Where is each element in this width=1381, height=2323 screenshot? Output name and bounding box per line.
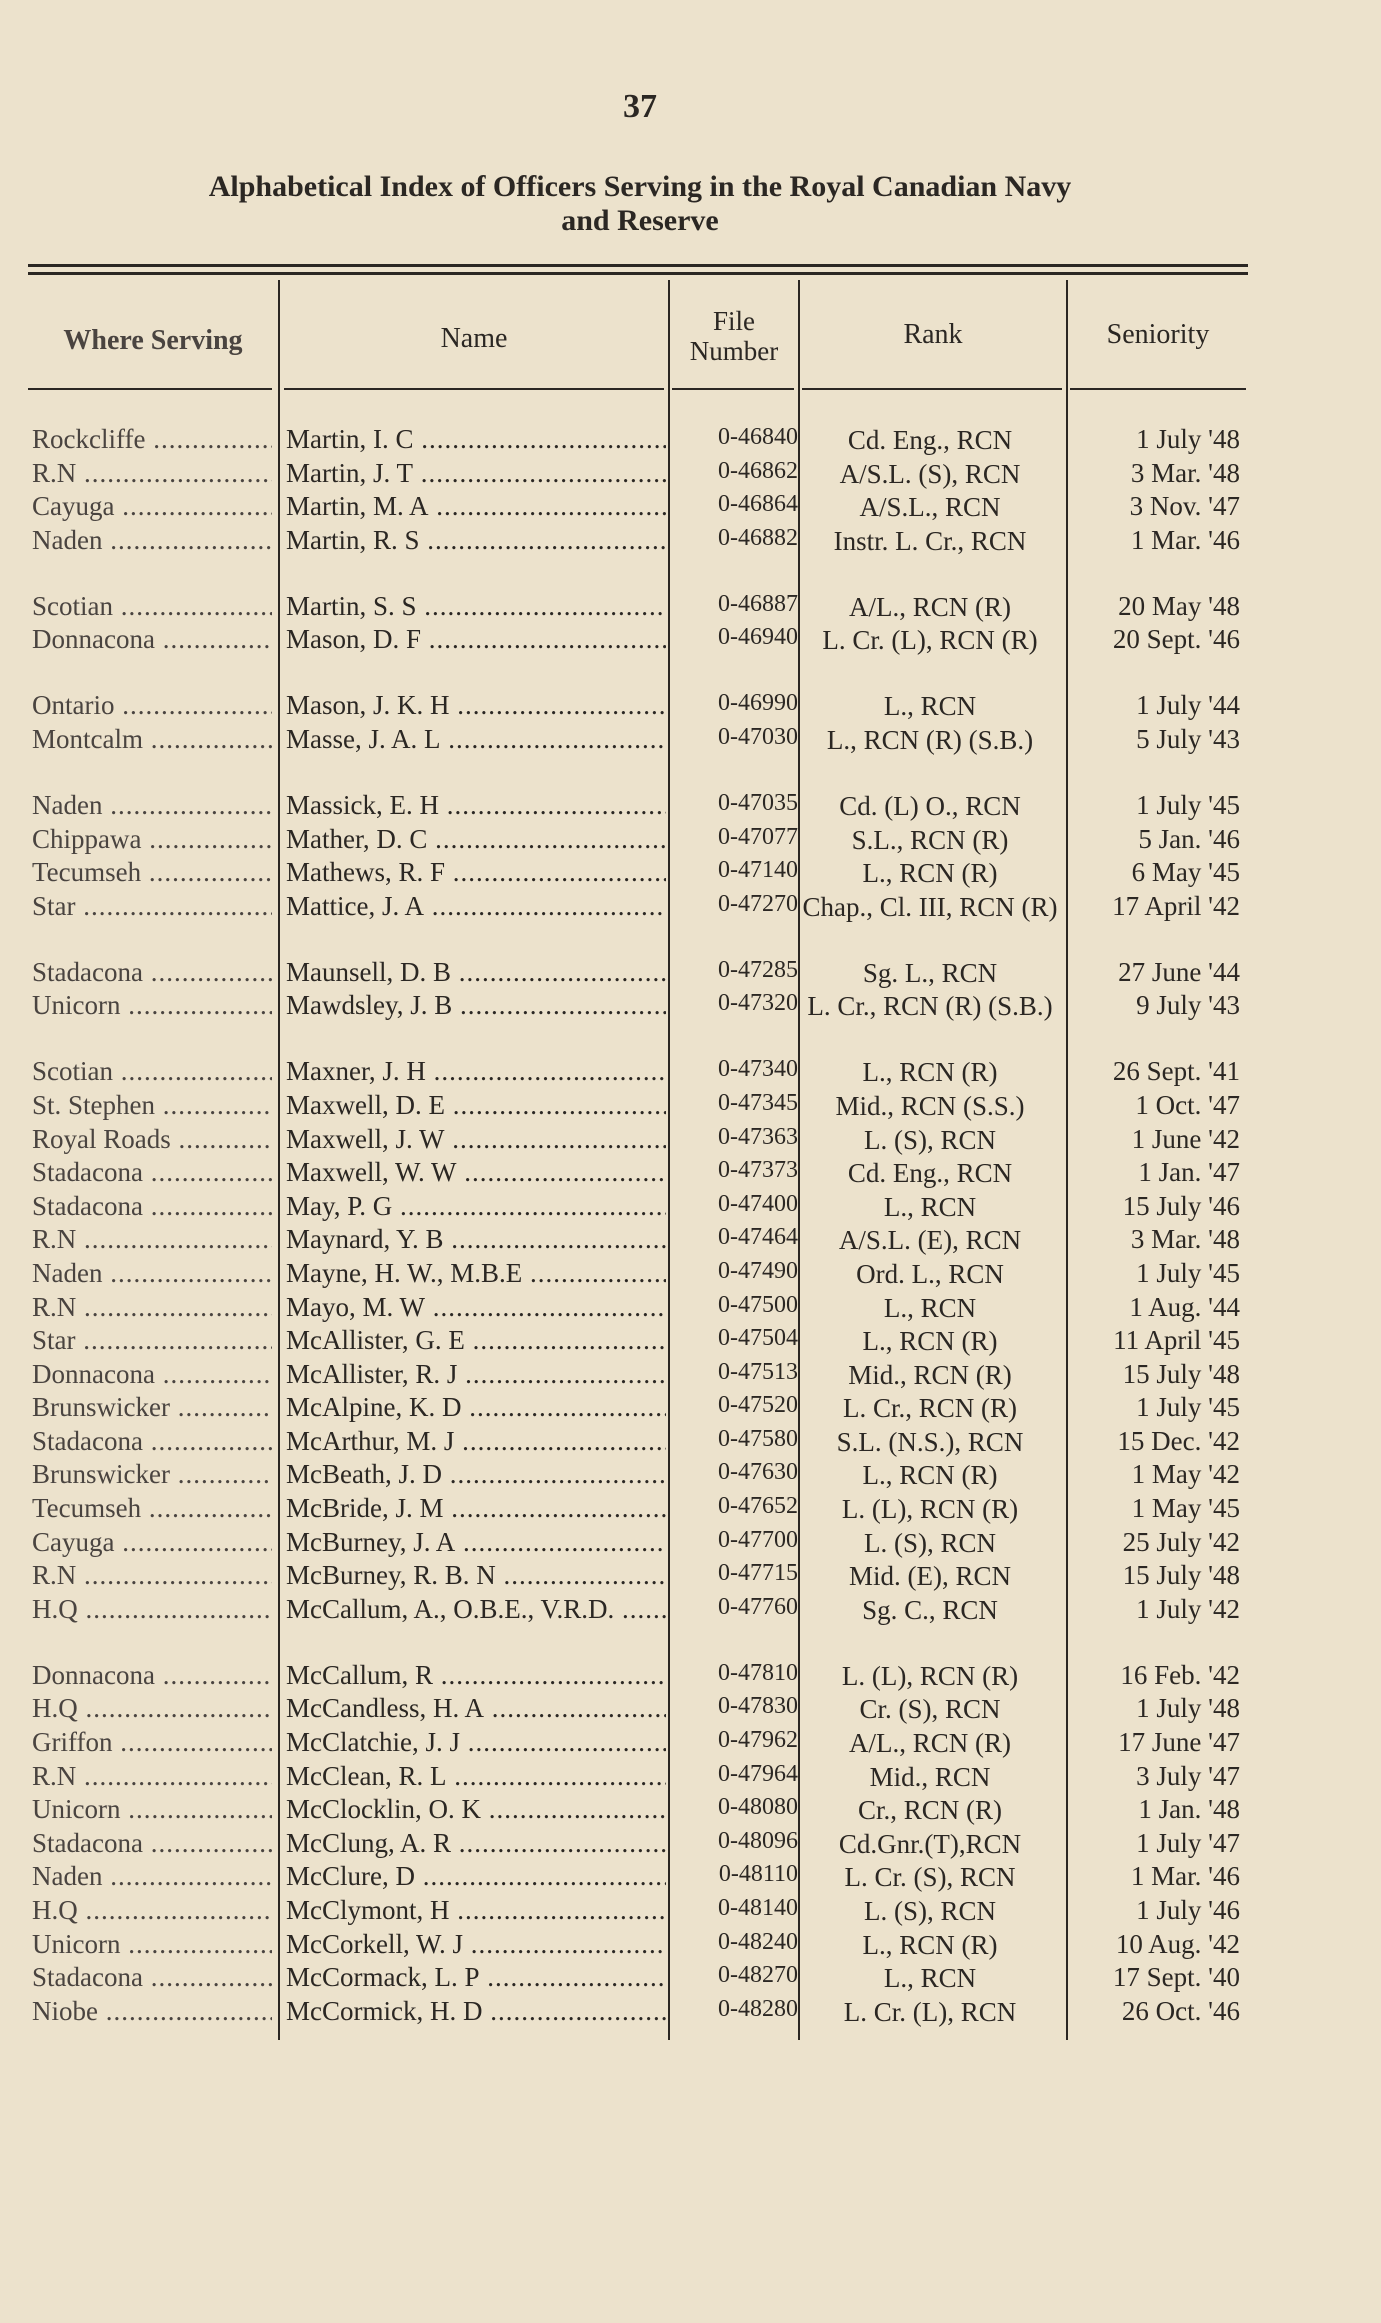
seniority-cell: 10 Aug. '42 bbox=[1115, 1928, 1240, 1959]
seniority-cell: 1 July '42 bbox=[1136, 1593, 1240, 1624]
page-title bbox=[60, 170, 1220, 238]
where-serving-cell: Brunswicker ..... bbox=[32, 1459, 272, 1490]
rank-cell: L., RCN bbox=[883, 1292, 977, 1323]
rank-cell: S.L., RCN (R) bbox=[851, 824, 1009, 855]
seniority-cell: 1 Oct. '47 bbox=[1135, 1089, 1240, 1120]
officer-name-cell: McClure, D ..... bbox=[286, 1861, 666, 1892]
rank-cell: Cd. Eng., RCN bbox=[847, 425, 1013, 455]
seniority-cell: 27 June '44 bbox=[1118, 956, 1240, 987]
where-serving-cell: Donnacona ..... bbox=[32, 1359, 272, 1390]
file-number-cell: 0-47285 bbox=[718, 956, 798, 983]
header-rank: Rank bbox=[903, 319, 963, 350]
officer-name-cell: McArthur, M. J ..... bbox=[286, 1426, 666, 1457]
file-number-cell: 0-46862 bbox=[718, 457, 798, 484]
rank-cell: L. Cr., RCN (R) bbox=[842, 1393, 1017, 1424]
officer-name-cell: Maxner, J. H ..... bbox=[286, 1056, 666, 1087]
rank-cell: L., RCN (R) bbox=[862, 1929, 998, 1960]
seniority-cell: 16 Feb. '42 bbox=[1120, 1659, 1240, 1690]
table-row bbox=[0, 1828, 1381, 1862]
where-serving-cell: Stadacona ..... bbox=[32, 1962, 272, 1993]
where-serving-cell: Montcalm ..... bbox=[32, 724, 272, 755]
seniority-cell: 15 July '48 bbox=[1122, 1560, 1240, 1591]
officer-name-cell: Martin, M. A ..... bbox=[286, 491, 666, 522]
rank-cell: Cd. (L) O., RCN bbox=[839, 790, 1021, 821]
table-row bbox=[0, 724, 1381, 790]
where-serving-cell: Griffon ..... bbox=[32, 1727, 272, 1758]
where-serving-cell: Star ..... bbox=[32, 1325, 272, 1356]
officer-name-cell: Martin, R. S ..... bbox=[286, 525, 666, 556]
where-serving-cell: Stadacona ..... bbox=[32, 1426, 272, 1457]
rank-cell: A/S.L. (S), RCN bbox=[839, 458, 1021, 489]
seniority-cell: 6 May '45 bbox=[1131, 857, 1240, 888]
rank-cell: Mid., RCN (S.S.) bbox=[835, 1090, 1025, 1121]
officer-name-cell: McBride, J. M ..... bbox=[286, 1493, 666, 1524]
officer-name-cell: Martin, J. T ..... bbox=[286, 458, 666, 489]
officer-name-cell: McCallum, A., O.B.E., V.R.D. ..... bbox=[286, 1594, 666, 1625]
header-file-number bbox=[670, 306, 798, 366]
table-row bbox=[0, 624, 1381, 690]
officer-name-cell: Martin, I. C ..... bbox=[286, 424, 666, 455]
table-row bbox=[0, 1124, 1381, 1158]
officer-name-cell: McCandless, H. A ..... bbox=[286, 1693, 666, 1724]
rank-cell: L., RCN (R) (S.B.) bbox=[826, 724, 1034, 755]
seniority-cell: 17 April '42 bbox=[1112, 890, 1240, 921]
file-number-cell: 0-47760 bbox=[718, 1593, 798, 1620]
file-number-cell: 0-47490 bbox=[718, 1257, 798, 1284]
seniority-cell: 26 Oct. '46 bbox=[1121, 1995, 1240, 2026]
table-row bbox=[0, 1258, 1381, 1292]
rank-cell: L. (S), RCN bbox=[863, 1896, 996, 1926]
seniority-cell: 1 Mar. '46 bbox=[1130, 1861, 1240, 1892]
officer-name-cell: Mawdsley, J. B ..... bbox=[286, 990, 666, 1021]
where-serving-cell: H.Q ..... bbox=[32, 1895, 272, 1926]
seniority-cell: 25 July '42 bbox=[1122, 1526, 1240, 1557]
seniority-cell: 15 Dec. '42 bbox=[1117, 1425, 1240, 1456]
where-serving-cell: Niobe ..... bbox=[32, 1996, 272, 2027]
file-number-cell: 0-47964 bbox=[718, 1760, 798, 1787]
seniority-cell: 3 Mar. '48 bbox=[1130, 1224, 1240, 1255]
table-row bbox=[0, 1560, 1381, 1594]
officer-name-cell: McClatchie, J. J ..... bbox=[286, 1727, 666, 1758]
officer-name-cell: Maxwell, J. W ..... bbox=[286, 1124, 666, 1155]
file-number-cell: 0-48270 bbox=[718, 1962, 798, 1989]
table-row bbox=[0, 1090, 1381, 1124]
file-number-cell: 0-47400 bbox=[718, 1190, 798, 1217]
where-serving-cell: Naden ..... bbox=[32, 1258, 272, 1289]
file-number-cell: 0-46990 bbox=[718, 690, 798, 717]
page-number: 37 bbox=[623, 88, 657, 125]
seniority-cell: 1 July '47 bbox=[1136, 1827, 1240, 1858]
table-row bbox=[0, 1761, 1381, 1795]
table-row bbox=[0, 1962, 1381, 1996]
officer-name-cell: Mather, D. C ..... bbox=[286, 824, 666, 855]
table-row bbox=[0, 957, 1381, 991]
where-serving-cell: Unicorn ..... bbox=[32, 990, 272, 1021]
seniority-cell: 1 Jan. '48 bbox=[1138, 1794, 1240, 1825]
officer-name-cell: McAlpine, K. D ..... bbox=[286, 1392, 666, 1423]
table-row bbox=[0, 1693, 1381, 1727]
file-number-cell: 0-46887 bbox=[718, 590, 798, 617]
table-row bbox=[0, 790, 1381, 824]
file-number-cell: 0-47140 bbox=[718, 857, 798, 884]
where-serving-cell: Stadacona ..... bbox=[32, 957, 272, 988]
rank-cell: S.L. (N.S.), RCN bbox=[836, 1426, 1024, 1457]
seniority-cell: 1 Aug. '44 bbox=[1129, 1291, 1240, 1322]
file-number-cell: 0-47270 bbox=[718, 890, 798, 917]
table-row bbox=[0, 1493, 1381, 1527]
where-serving-cell: Donnacona ..... bbox=[32, 624, 272, 655]
table-row bbox=[0, 990, 1381, 1056]
file-number-cell: 0-47962 bbox=[718, 1727, 798, 1754]
where-serving-cell: Ontario ..... bbox=[32, 690, 272, 721]
rank-cell: L., RCN bbox=[883, 1191, 977, 1222]
seniority-cell: 3 July '47 bbox=[1136, 1760, 1240, 1791]
rank-cell: L. Cr. (L), RCN bbox=[843, 1996, 1017, 2027]
officer-name-cell: Mason, D. F ..... bbox=[286, 624, 666, 655]
officer-name-cell: Mayo, M. W ..... bbox=[286, 1292, 666, 1323]
table-row bbox=[0, 1929, 1381, 1963]
file-number-cell: 0-47373 bbox=[718, 1157, 798, 1184]
table-row bbox=[0, 824, 1381, 858]
where-serving-cell: Unicorn ..... bbox=[32, 1794, 272, 1825]
file-number-cell: 0-46864 bbox=[718, 491, 798, 518]
where-serving-cell: Tecumseh ..... bbox=[32, 857, 272, 888]
seniority-cell: 20 May '48 bbox=[1118, 590, 1240, 621]
where-serving-cell: Stadacona ..... bbox=[32, 1191, 272, 1222]
file-number-cell: 0-48080 bbox=[718, 1794, 798, 1821]
rank-cell: Chap., Cl. III, RCN (R) bbox=[802, 891, 1058, 922]
table-row bbox=[0, 1996, 1381, 2030]
officer-name-cell: Maxwell, W. W ..... bbox=[286, 1157, 666, 1188]
rank-cell: L. Cr. (S), RCN bbox=[844, 1862, 1016, 1893]
rank-cell: L. (L), RCN (R) bbox=[841, 1660, 1019, 1691]
where-serving-cell: Unicorn ..... bbox=[32, 1929, 272, 1960]
rank-cell: Sg. L., RCN bbox=[862, 957, 998, 988]
table-row bbox=[0, 1594, 1381, 1660]
seniority-cell: 1 May '45 bbox=[1131, 1493, 1240, 1524]
officer-name-cell: McClymont, H ..... bbox=[286, 1895, 666, 1926]
officer-name-cell: McClean, R. L ..... bbox=[286, 1761, 666, 1792]
file-number-cell: 0-47580 bbox=[718, 1425, 798, 1452]
where-serving-cell: Chippawa ..... bbox=[32, 824, 272, 855]
file-number-cell: 0-47700 bbox=[718, 1526, 798, 1553]
header-file-line-1: File bbox=[712, 306, 755, 336]
officer-name-cell: May, P. G ..... bbox=[286, 1191, 666, 1222]
table-row bbox=[0, 1660, 1381, 1694]
file-number-cell: 0-47830 bbox=[718, 1693, 798, 1720]
header-underline bbox=[284, 388, 664, 390]
officer-name-cell: McClung, A. R ..... bbox=[286, 1828, 666, 1859]
table-row bbox=[0, 1794, 1381, 1828]
where-serving-cell: St. Stephen ..... bbox=[32, 1090, 272, 1121]
rank-cell: L. (S), RCN bbox=[863, 1124, 996, 1155]
file-number-cell: 0-47500 bbox=[718, 1291, 798, 1318]
top-double-rule bbox=[28, 264, 1248, 267]
rank-cell: Instr. L. Cr., RCN bbox=[833, 525, 1027, 556]
officer-name-cell: Mayne, H. W., M.B.E ..... bbox=[286, 1258, 666, 1289]
officer-name-cell: Martin, S. S ..... bbox=[286, 591, 666, 622]
officer-name-cell: Mason, J. K. H ..... bbox=[286, 690, 666, 721]
where-serving-cell: H.Q ..... bbox=[32, 1693, 272, 1724]
header-underline bbox=[1070, 388, 1246, 390]
header-underline bbox=[672, 388, 794, 390]
officer-name-cell: Maunsell, D. B ..... bbox=[286, 957, 666, 988]
officer-table-body bbox=[0, 424, 1381, 2029]
table-row bbox=[0, 1292, 1381, 1326]
rank-cell: Cr. (S), RCN bbox=[859, 1694, 1001, 1725]
header-where-serving: Where Serving bbox=[63, 325, 243, 356]
file-number-cell: 0-47810 bbox=[718, 1659, 798, 1686]
seniority-cell: 1 June '42 bbox=[1131, 1123, 1240, 1154]
rank-cell: A/L., RCN (R) bbox=[849, 1728, 1011, 1759]
seniority-cell: 1 Mar. '46 bbox=[1130, 524, 1240, 555]
where-serving-cell: Star ..... bbox=[32, 891, 272, 922]
where-serving-cell: Stadacona ..... bbox=[32, 1157, 272, 1188]
file-number-cell: 0-46840 bbox=[718, 424, 798, 450]
table-row bbox=[0, 1325, 1381, 1359]
rank-cell: Cr., RCN (R) bbox=[857, 1795, 1003, 1826]
rank-cell: L., RCN bbox=[883, 691, 977, 722]
where-serving-cell: R.N ..... bbox=[32, 1560, 272, 1591]
file-number-cell: 0-48110 bbox=[718, 1861, 798, 1888]
rank-cell: A/L., RCN (R) bbox=[849, 591, 1011, 622]
where-serving-cell: R.N ..... bbox=[32, 1224, 272, 1255]
file-number-cell: 0-47464 bbox=[718, 1224, 798, 1251]
table-row bbox=[0, 591, 1381, 625]
table-row bbox=[0, 1895, 1381, 1929]
seniority-cell: 26 Sept. '41 bbox=[1112, 1056, 1240, 1087]
seniority-cell: 1 July '44 bbox=[1136, 690, 1240, 721]
where-serving-cell: R.N ..... bbox=[32, 458, 272, 489]
where-serving-cell: H.Q ..... bbox=[32, 1594, 272, 1625]
file-number-cell: 0-47520 bbox=[718, 1392, 798, 1419]
header-seniority: Seniority bbox=[1106, 319, 1210, 350]
rank-cell: Mid., RCN (R) bbox=[848, 1359, 1012, 1390]
file-number-cell: 0-47513 bbox=[718, 1358, 798, 1385]
table-row bbox=[0, 1392, 1381, 1426]
seniority-cell: 17 June '47 bbox=[1118, 1727, 1240, 1758]
file-number-cell: 0-47340 bbox=[718, 1056, 798, 1083]
seniority-cell: 1 July '48 bbox=[1136, 424, 1240, 454]
rank-cell: L., RCN (R) bbox=[862, 1326, 998, 1357]
rank-cell: Cd. Eng., RCN bbox=[847, 1158, 1013, 1189]
officer-name-cell: McCallum, R ..... bbox=[286, 1660, 666, 1691]
where-serving-cell: Brunswicker ..... bbox=[32, 1392, 272, 1423]
where-serving-cell: Stadacona ..... bbox=[32, 1828, 272, 1859]
top-double-rule-lower bbox=[28, 272, 1248, 275]
officer-name-cell: Maynard, Y. B ..... bbox=[286, 1224, 666, 1255]
file-number-cell: 0-47077 bbox=[718, 823, 798, 850]
table-row bbox=[0, 1157, 1381, 1191]
rank-cell: Ord. L., RCN bbox=[856, 1258, 1004, 1289]
file-number-cell: 0-47320 bbox=[718, 990, 798, 1017]
where-serving-cell: R.N ..... bbox=[32, 1761, 272, 1792]
seniority-cell: 5 July '43 bbox=[1136, 723, 1240, 754]
officer-name-cell: McAllister, G. E ..... bbox=[286, 1325, 666, 1356]
officer-name-cell: McBurney, J. A ..... bbox=[286, 1527, 666, 1558]
seniority-cell: 1 July '46 bbox=[1136, 1895, 1240, 1925]
where-serving-cell: R.N ..... bbox=[32, 1292, 272, 1323]
table-row bbox=[0, 857, 1381, 891]
file-number-cell: 0-47035 bbox=[718, 789, 798, 816]
rank-cell: L. (L), RCN (R) bbox=[841, 1494, 1019, 1525]
rank-cell: L., RCN (R) bbox=[862, 858, 998, 889]
rank-cell: Mid. (E), RCN bbox=[849, 1561, 1011, 1592]
file-number-cell: 0-47345 bbox=[718, 1089, 798, 1116]
seniority-cell: 1 July '45 bbox=[1136, 1392, 1240, 1423]
rank-cell: L. (S), RCN bbox=[863, 1527, 996, 1558]
rank-cell: Mid., RCN bbox=[869, 1761, 991, 1792]
table-row bbox=[0, 458, 1381, 492]
file-number-cell: 0-46882 bbox=[718, 524, 798, 551]
seniority-cell: 17 Sept. '40 bbox=[1112, 1962, 1240, 1993]
table-row bbox=[0, 690, 1381, 724]
where-serving-cell: Donnacona ..... bbox=[32, 1660, 272, 1691]
table-row bbox=[0, 1056, 1381, 1090]
rank-cell: L., RCN bbox=[883, 1963, 977, 1994]
rank-cell: Cd.Gnr.(T),RCN bbox=[838, 1828, 1022, 1859]
file-number-cell: 0-47715 bbox=[718, 1560, 798, 1587]
where-serving-cell: Cayuga ..... bbox=[32, 491, 272, 522]
file-number-cell: 0-48096 bbox=[718, 1827, 798, 1854]
table-row bbox=[0, 424, 1381, 458]
officer-name-cell: McCorkell, W. J ..... bbox=[286, 1929, 666, 1960]
file-number-cell: 0-47504 bbox=[718, 1325, 798, 1352]
seniority-cell: 9 July '43 bbox=[1136, 990, 1240, 1021]
table-row bbox=[0, 525, 1381, 591]
seniority-cell: 5 Jan. '46 bbox=[1138, 823, 1240, 854]
table-row bbox=[0, 1359, 1381, 1393]
file-number-cell: 0-48280 bbox=[718, 1995, 798, 2022]
officer-name-cell: McCormack, L. P ..... bbox=[286, 1962, 666, 1993]
where-serving-cell: Rockcliffe ..... bbox=[32, 424, 272, 455]
table-row bbox=[0, 1191, 1381, 1225]
table-row bbox=[0, 1426, 1381, 1460]
seniority-cell: 15 July '48 bbox=[1122, 1358, 1240, 1389]
file-number-cell: 0-47030 bbox=[718, 723, 798, 750]
officer-name-cell: McClocklin, O. K ..... bbox=[286, 1794, 666, 1825]
where-serving-cell: Scotian ..... bbox=[32, 1056, 272, 1087]
seniority-cell: 3 Nov. '47 bbox=[1129, 491, 1240, 522]
table-row bbox=[0, 891, 1381, 957]
rank-cell: L., RCN (R) bbox=[862, 1057, 998, 1088]
rank-cell: A/S.L., RCN bbox=[859, 492, 1001, 523]
table-row bbox=[0, 1224, 1381, 1258]
table-row bbox=[0, 491, 1381, 525]
seniority-cell: 11 April '45 bbox=[1113, 1325, 1240, 1356]
header-name: Name bbox=[440, 323, 508, 354]
file-number-cell: 0-48140 bbox=[718, 1895, 798, 1921]
officer-name-cell: Massick, E. H ..... bbox=[286, 790, 666, 821]
rank-cell: L. Cr., RCN (R) (S.B.) bbox=[807, 991, 1053, 1022]
table-row bbox=[0, 1727, 1381, 1761]
rank-cell: A/S.L. (E), RCN bbox=[838, 1225, 1022, 1256]
where-serving-cell: Naden ..... bbox=[32, 790, 272, 821]
seniority-cell: 1 May '42 bbox=[1131, 1459, 1240, 1490]
where-serving-cell: Tecumseh ..... bbox=[32, 1493, 272, 1524]
file-number-cell: 0-47652 bbox=[718, 1493, 798, 1520]
officer-name-cell: McCormick, H. D ..... bbox=[286, 1996, 666, 2027]
seniority-cell: 1 July '45 bbox=[1136, 1257, 1240, 1288]
where-serving-cell: Naden ..... bbox=[32, 525, 272, 556]
where-serving-cell: Royal Roads ..... bbox=[32, 1124, 272, 1155]
officer-name-cell: Mattice, J. A ..... bbox=[286, 891, 666, 922]
officer-name-cell: McAllister, R. J ..... bbox=[286, 1359, 666, 1390]
officer-name-cell: McBeath, J. D ..... bbox=[286, 1459, 666, 1490]
rank-cell: Sg. C., RCN bbox=[862, 1594, 998, 1625]
officer-name-cell: Mathews, R. F ..... bbox=[286, 857, 666, 888]
officer-name-cell: McBurney, R. B. N ..... bbox=[286, 1560, 666, 1591]
seniority-cell: 3 Mar. '48 bbox=[1130, 457, 1240, 488]
file-number-cell: 0-48240 bbox=[718, 1928, 798, 1955]
officer-name-cell: Masse, J. A. L ..... bbox=[286, 724, 666, 755]
title-line-2: and Reserve bbox=[561, 204, 719, 237]
seniority-cell: 1 July '48 bbox=[1136, 1693, 1240, 1724]
header-underline bbox=[802, 388, 1062, 390]
header-underline bbox=[28, 388, 272, 390]
where-serving-cell: Scotian ..... bbox=[32, 591, 272, 622]
table-row bbox=[0, 1861, 1381, 1895]
file-number-cell: 0-47363 bbox=[718, 1123, 798, 1150]
seniority-cell: 1 July '45 bbox=[1136, 789, 1240, 820]
title-line-1: Alphabetical Index of Officers Serving in the Royal Canadian Navy bbox=[208, 170, 1072, 203]
seniority-cell: 15 July '46 bbox=[1122, 1190, 1240, 1221]
file-number-cell: 0-46940 bbox=[718, 624, 798, 651]
seniority-cell: 20 Sept. '46 bbox=[1112, 624, 1240, 655]
header-file-line-2: Number bbox=[689, 336, 779, 366]
where-serving-cell: Naden ..... bbox=[32, 1861, 272, 1892]
where-serving-cell: Cayuga ..... bbox=[32, 1527, 272, 1558]
table-row bbox=[0, 1459, 1381, 1493]
file-number-cell: 0-47630 bbox=[718, 1459, 798, 1486]
rank-cell: L. Cr. (L), RCN (R) bbox=[822, 625, 1038, 656]
seniority-cell: 1 Jan. '47 bbox=[1138, 1157, 1240, 1188]
officer-name-cell: Maxwell, D. E ..... bbox=[286, 1090, 666, 1121]
rank-cell: L., RCN (R) bbox=[862, 1460, 998, 1491]
table-row bbox=[0, 1527, 1381, 1561]
